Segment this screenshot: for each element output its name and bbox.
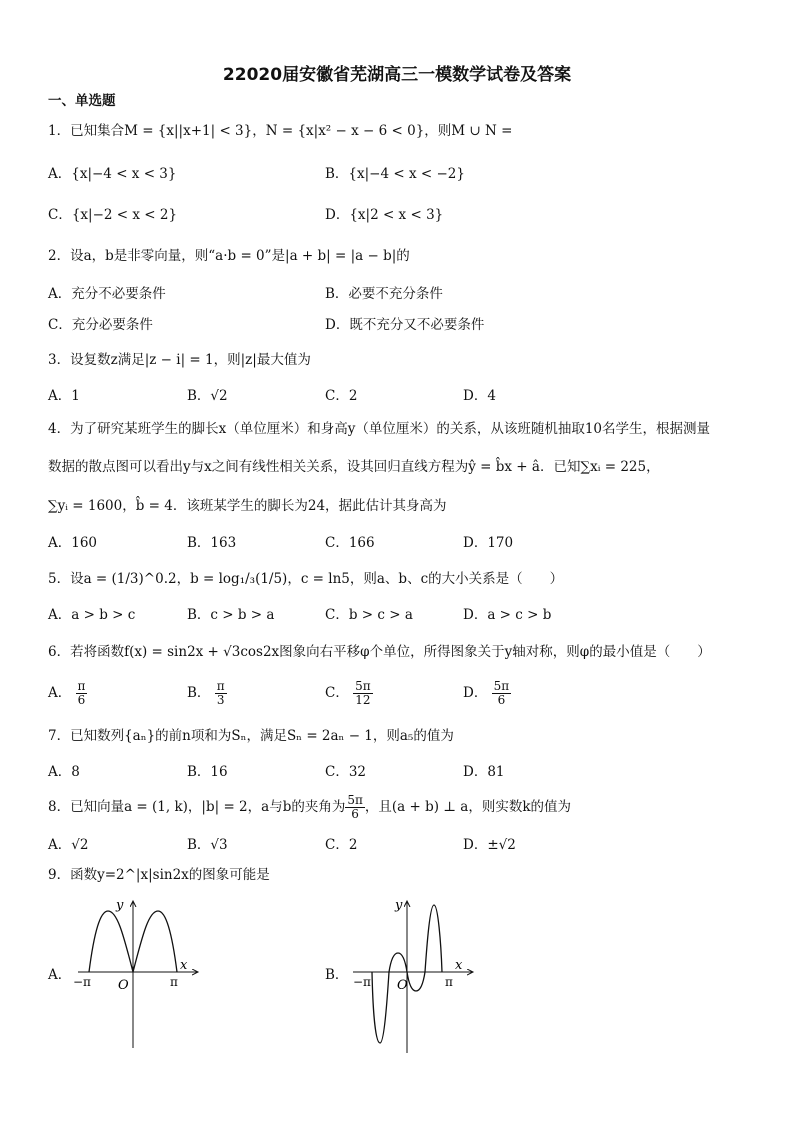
- question-8-option-b: B．√3: [187, 837, 228, 853]
- x-label: x: [455, 958, 463, 973]
- question-9-option-a-label: A．: [48, 967, 72, 983]
- fraction-numerator: 5π: [355, 679, 371, 693]
- question-7-option-c: C．32: [325, 764, 367, 780]
- question-2-stem: 2．设a，b是非零向量，则“a·b = 0”是|a + b| = |a − b|的: [48, 248, 410, 264]
- origin-label: O: [118, 978, 129, 993]
- question-2-option-b: B．必要不充分条件: [325, 286, 443, 302]
- question-4-line-2: 数据的散点图可以看出y与x之间有线性相关关系，设其回归直线方程为ŷ = b̂x + â．已知∑xᵢ = 225，: [48, 459, 660, 475]
- fraction: [353, 680, 373, 707]
- fraction: [76, 680, 88, 707]
- question-8-stem: [48, 794, 571, 821]
- section-heading: 一、单选题: [48, 93, 116, 109]
- question-3-option-a: A．1: [48, 388, 80, 404]
- question-1-option-c: C．{x|−2 < x < 2}: [48, 207, 178, 223]
- question-2-option-d: D．既不充分又不必要条件: [325, 317, 485, 333]
- page-title: 22020届安徽省芜湖高三一模数学试卷及答案: [222, 65, 572, 85]
- question-7-option-b: B．16: [187, 764, 228, 780]
- question-3-stem: 3．设复数z满足|z − i| = 1，则|z|最大值为: [48, 352, 311, 368]
- fraction-denominator: 12: [355, 693, 371, 707]
- question-4-line-1: 4．为了研究某班学生的脚长x（单位厘米）和身高y（单位厘米）的关系，从该班随机抽取10名学生，根据测量: [48, 421, 711, 437]
- question-4-option-c: C．166: [325, 535, 375, 551]
- fraction-denominator: 6: [77, 693, 86, 707]
- question-4-option-a: A．160: [48, 535, 98, 551]
- question-8-stem-end: ，且(a + b) ⊥ a，则实数k的值为: [364, 799, 572, 815]
- question-2-option-c: C．充分必要条件: [48, 317, 153, 333]
- question-5-option-a: A．a > b > c: [48, 607, 136, 623]
- fraction-denominator: 3: [216, 693, 225, 707]
- question-6-option-d: [463, 680, 511, 707]
- question-5-option-d: D．a > c > b: [463, 607, 552, 623]
- fraction-numerator: 5π: [493, 679, 510, 693]
- question-3-option-b: B．√2: [187, 388, 228, 404]
- question-6-stem: 6．若将函数f(x) = sin2x + √3cos2x图象向右平移φ个单位，所得图象关于y轴对称，则φ的最小值是（ ）: [48, 644, 711, 660]
- fraction-denominator: 6: [351, 807, 359, 821]
- question-3-option-d: D．4: [463, 388, 496, 404]
- question-5-option-c: C．b > c > a: [325, 607, 413, 623]
- x-label: x: [180, 958, 188, 973]
- question-8-stem-start: 8．已知向量a = (1, k)，|b| = 2，a与b的夹角为: [48, 799, 346, 815]
- question-7-option-d: D．81: [463, 764, 505, 780]
- question-8-option-a: A．√2: [48, 837, 89, 853]
- fraction-numerator: π: [77, 679, 86, 693]
- question-8-option-d: D．±√2: [463, 837, 516, 853]
- question-5-option-b: B．c > b > a: [187, 607, 275, 623]
- question-4-option-d: D．170: [463, 535, 514, 551]
- question-2-option-a: A．充分不必要条件: [48, 286, 166, 302]
- question-8-option-c: C．2: [325, 837, 358, 853]
- question-1-option-d: D．{x|2 < x < 3}: [325, 207, 444, 223]
- question-6-option-b: [187, 680, 227, 707]
- fraction-numerator: π: [216, 679, 225, 693]
- option-letter: C．: [325, 685, 349, 701]
- question-7-stem: 7．已知数列{aₙ}的前n项和为Sₙ，满足Sₙ = 2aₙ − 1，则a₅的值为: [48, 728, 454, 744]
- option-letter: B．: [187, 685, 211, 701]
- fraction: [345, 794, 365, 821]
- origin-label: O: [397, 978, 408, 993]
- question-9-stem: 9．函数y=2^|x|sin2x的图象可能是: [48, 867, 270, 883]
- question-6-option-a: [48, 680, 87, 707]
- fraction: [492, 680, 512, 707]
- question-3-option-c: C．2: [325, 388, 358, 404]
- question-4-line-3: ∑yᵢ = 1600，b̂ = 4．该班某学生的脚长为24，据此估计其身高为: [48, 498, 447, 514]
- pi-label: π: [170, 975, 178, 989]
- question-1-stem: 1．已知集合M = {x||x+1| < 3}，N = {x|x² − x − 6 < 0}，则M ∪ N =: [48, 123, 513, 139]
- fraction: [215, 680, 227, 707]
- question-4-option-b: B．163: [187, 535, 237, 551]
- graph-option-b: [345, 893, 495, 1063]
- y-label: y: [116, 898, 124, 913]
- option-letter: A．: [48, 685, 72, 701]
- neg-pi-label: −π: [73, 975, 91, 989]
- pi-label: π: [445, 975, 453, 989]
- fraction-denominator: 6: [497, 693, 506, 707]
- question-6-option-c: [325, 680, 373, 707]
- graph-option-a: [70, 893, 220, 1053]
- neg-pi-label: −π: [353, 975, 371, 989]
- y-label: y: [395, 898, 403, 913]
- question-1-option-b: B．{x|−4 < x < −2}: [325, 166, 465, 182]
- fraction-numerator: 5π: [347, 793, 363, 807]
- option-letter: D．: [463, 685, 488, 701]
- question-1-option-a: A．{x|−4 < x < 3}: [48, 166, 177, 182]
- question-5-stem: 5．设a = (1/3)^0.2，b = log₁/₃(1/5)，c = ln5，则a、b、c的大小关系是（ ）: [48, 571, 564, 587]
- question-7-option-a: A．8: [48, 764, 80, 780]
- question-9-option-b-label: B．: [325, 967, 349, 983]
